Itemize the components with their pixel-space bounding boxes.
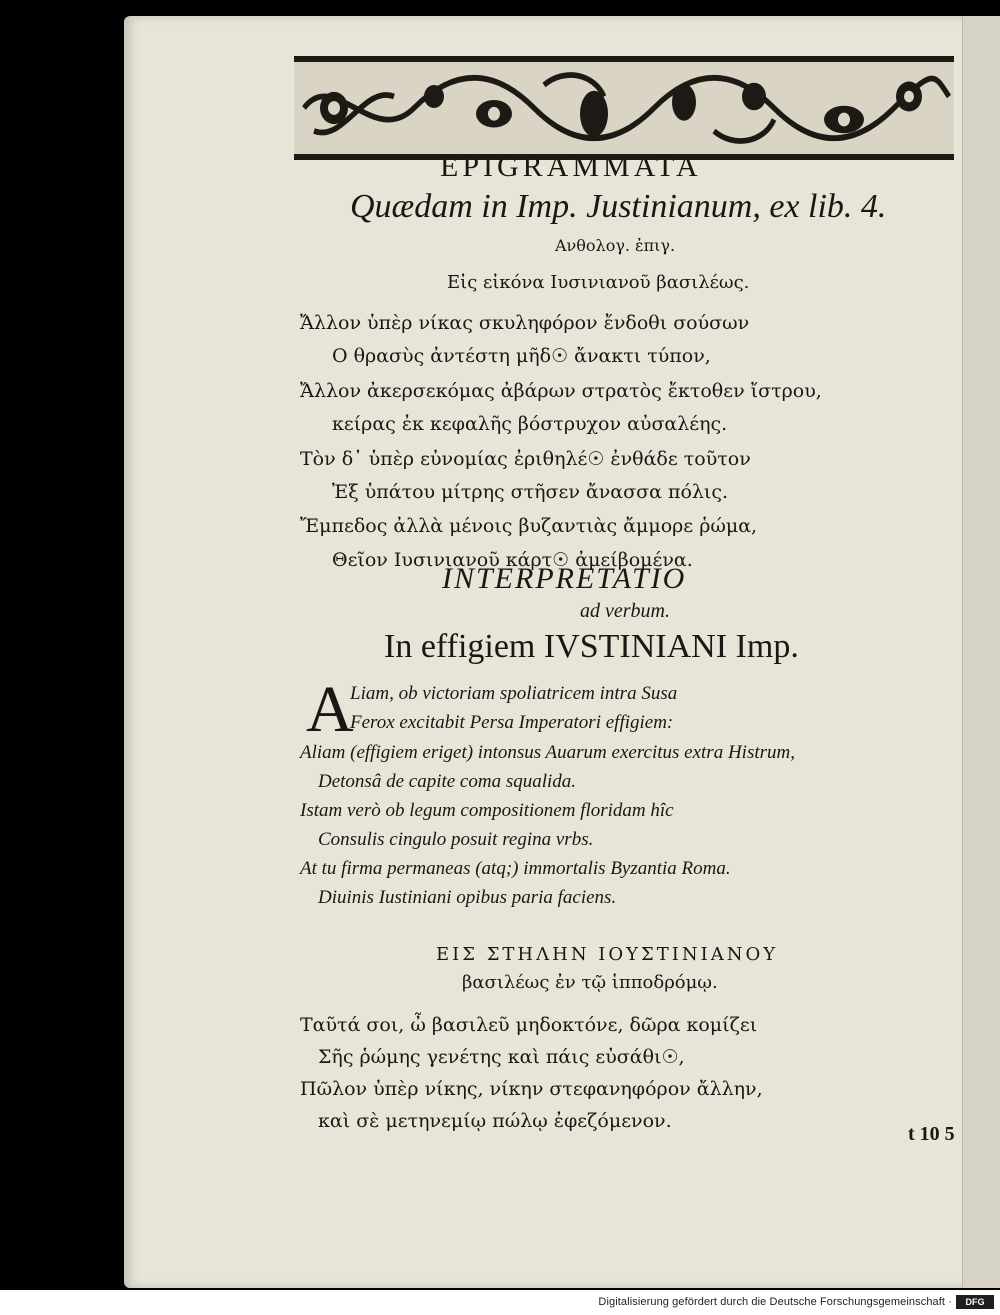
page-title: EPIGRAMMATA (440, 150, 702, 183)
greek-poem-2-line: Πῶλον ὑπὲρ νίκης, νίκην στεφανηφόρον ἄλλην, (300, 1078, 763, 1100)
latin-line: Detonsâ de capite coma squalida. (318, 771, 577, 792)
greek-poem-2-subheading: βασιλέως ἐν τῷ ἱπποδρόμῳ. (462, 972, 718, 993)
woodcut-ornament-icon (294, 62, 954, 154)
digitization-footer (0, 1290, 1000, 1315)
latin-line: Diuinis Iustiniani opibus paria faciens. (318, 887, 617, 908)
greek-poem-1-line: Ἄλλον ὑπὲρ νίκας σκυληφόρον ἔνδοθι σούσων (300, 312, 750, 334)
adjacent-page-edge (962, 16, 1000, 1288)
footer-credit-text: Digitalisierung gefördert durch die Deutsche Forschungsgemeinschaft · (598, 1296, 952, 1308)
greek-poem-1-line: Ο θρασὺς ἀντέστη μῆδ☉ ἄνακτι τύπον, (332, 345, 711, 367)
latin-line: At tu firma permaneas (atq;) immortalis Byzantia Roma. (300, 858, 731, 879)
dfg-logo: DFG (956, 1295, 994, 1309)
page-number: t 10 5 (908, 1123, 955, 1145)
woodcut-ornament-band (294, 56, 954, 160)
greek-poem-2-line: Ταῦτά σοι, ὦ βασιλεῦ μηδοκτόνε, δῶρα κομίζει (300, 1014, 758, 1036)
greek-poem-2-line: Σῆς ῥώμης γενέτης καὶ πάις εὐσάθι☉, (318, 1046, 685, 1068)
latin-line: Aliam (effigiem eriget) intonsus Auarum exercitus extra Histrum, (300, 742, 795, 763)
greek-poem-2-line: καὶ σὲ μετηνεμίῳ πώλῳ ἐφεζόμενον. (318, 1110, 672, 1132)
latin-line: Liam, ob victoriam spoliatricem intra Susa (350, 683, 678, 704)
greek-poem-1-line: Θεῖον Ιυσινιανοῦ κάρτ☉ ἀμείβομένα. (332, 549, 693, 571)
latin-line: Ferox excitabit Persa Imperatori effigiem: (350, 712, 674, 733)
latin-line: Consulis cingulo posuit regina vrbs. (318, 829, 594, 850)
greek-poem-1-line: Ἄλλον ἀκερσεκόμας ἀβάρων στρατὸς ἔκτοθεν ἴστρου, (300, 380, 822, 402)
interpretatio-heading: In effigiem IVSTINIANI Imp. (384, 628, 799, 665)
greek-poem-1-line: Ἐξ ὑπάτου μίτρης στῆσεν ἄνασσα πόλις. (332, 481, 729, 503)
interpretatio-title: INTERPRETATIO (442, 562, 687, 595)
latin-line: Istam verò ob legum compositionem floridam hîc (300, 800, 674, 821)
page-subtitle: Quædam in Imp. Justinianum, ex lib. 4. (350, 188, 887, 225)
greek-poem-2-heading: ΕΙΣ ΣΤΗΛΗΝ ΙΟΥΣΤΙΝΙΑΝΟΥ (436, 944, 779, 965)
greek-poem-1-line: Τὸν δ᾽ ὑπὲρ εὐνομίας ἐριθηλέ☉ ἐνθάδε τοῦτον (300, 448, 751, 470)
greek-poem-1-heading: Εἰς εἰκόνα Ιυσινιανοῦ βασιλέως. (447, 272, 750, 293)
greek-poem-1-line: Ἔμπεδος ἀλλὰ μένοις βυζαντιὰς ἄμμορε ῥώμα, (300, 515, 758, 537)
drop-cap-letter: A (306, 673, 354, 746)
interpretatio-subtitle: ad verbum. (580, 600, 670, 622)
greek-poem-1-line: κείρας ἐκ κεφαλῆς βόστρυχον αὐσαλέης. (332, 413, 728, 435)
source-reference: Ανθολογ. ἐπιγ. (555, 236, 676, 255)
